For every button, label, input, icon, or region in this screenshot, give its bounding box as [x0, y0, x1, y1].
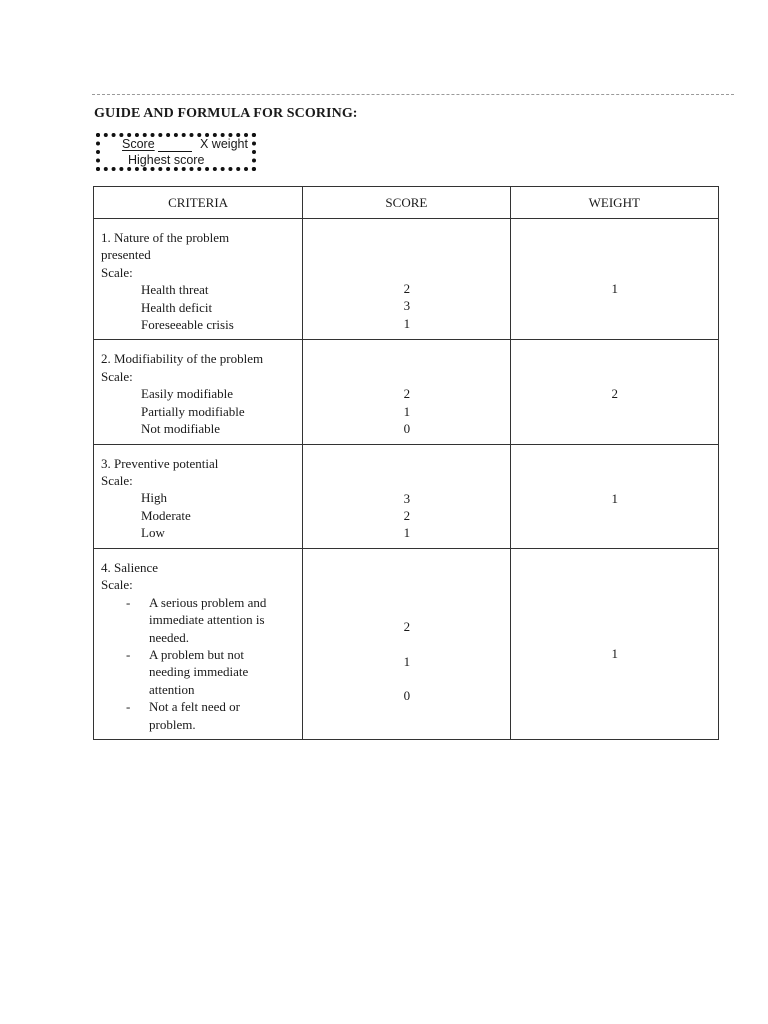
scale-label: Scale:: [101, 473, 133, 489]
score-cell: [303, 340, 510, 444]
fraction-line: [158, 151, 192, 152]
formula-multiplier: X weight: [200, 137, 248, 151]
score-value: 2: [403, 618, 411, 634]
weight-cell: [510, 444, 718, 548]
scale-option: Partially modifiable: [141, 403, 245, 419]
criteria-cell: [94, 548, 303, 739]
scale-option: Health threat: [141, 282, 209, 298]
score-value: 3: [403, 298, 411, 314]
scale-option: Health deficit: [141, 299, 213, 315]
weight-cell: [510, 340, 718, 444]
criteria-cell: [94, 219, 303, 340]
scale-label: Scale:: [101, 264, 133, 280]
score-cell: [303, 219, 510, 340]
score-value: 1: [403, 315, 411, 331]
weight-cell: [510, 219, 718, 340]
score-value: 1: [403, 653, 411, 669]
scale-option: Moderate: [141, 507, 191, 523]
score-value: 1: [403, 403, 411, 419]
header-score: SCORE: [303, 187, 510, 219]
score-value: 0: [403, 421, 411, 437]
scale-option-list: [101, 594, 296, 733]
score-value: 3: [403, 490, 411, 506]
scoring-table: [93, 186, 719, 740]
header-criteria: CRITERIA: [94, 187, 303, 219]
scale-option: A problem but not needing immediate attention: [149, 646, 249, 697]
table-row: [94, 340, 719, 444]
page-separator: [92, 94, 734, 95]
criteria-title: 1. Nature of the problem presented: [101, 230, 230, 263]
criteria-title: 4. Salience: [101, 559, 159, 575]
header-weight: WEIGHT: [510, 187, 718, 219]
weight-value: 1: [611, 490, 619, 506]
table-header-row: [94, 187, 719, 219]
score-cell: [303, 548, 510, 739]
score-value: 2: [403, 386, 411, 402]
scale-label: Scale:: [101, 368, 133, 384]
scoring-formula-box: [96, 133, 256, 171]
score-value: 2: [403, 508, 411, 524]
list-item: - A serious problem and immediate attention is needed.: [126, 594, 267, 645]
score-cell: [303, 444, 510, 548]
weight-cell: [510, 548, 718, 739]
scale-option: Not a felt need or problem.: [149, 699, 240, 732]
table-row: [94, 548, 719, 739]
scale-label: Scale:: [101, 577, 133, 593]
section-heading: GUIDE AND FORMULA FOR SCORING:: [94, 106, 358, 121]
table-row: [94, 219, 719, 340]
score-value: 0: [403, 688, 411, 704]
criteria-cell: [94, 340, 303, 444]
score-value: 2: [403, 281, 411, 296]
criteria-cell: [94, 444, 303, 548]
weight-value: 2: [611, 386, 619, 402]
weight-value: 1: [611, 281, 619, 296]
list-item: - Not a felt need or problem.: [126, 699, 240, 732]
criteria-title: 2. Modifiability of the problem: [101, 351, 264, 367]
table-row: [94, 444, 719, 548]
scale-option: Not modifiable: [141, 421, 221, 437]
scale-option: A serious problem and immediate attention is needed.: [149, 594, 267, 645]
scale-option: Low: [141, 525, 165, 541]
score-value: 1: [403, 525, 411, 541]
list-item: - A problem but not needing immediate attention: [126, 646, 249, 697]
formula-denominator: Highest score: [128, 153, 205, 167]
criteria-title: 3. Preventive potential: [101, 455, 219, 471]
weight-value: 1: [611, 645, 619, 661]
formula-numerator: Score: [122, 137, 155, 151]
scale-option: Foreseeable crisis: [141, 317, 234, 333]
scale-option: High: [141, 490, 167, 506]
scale-option: Easily modifiable: [141, 386, 234, 402]
